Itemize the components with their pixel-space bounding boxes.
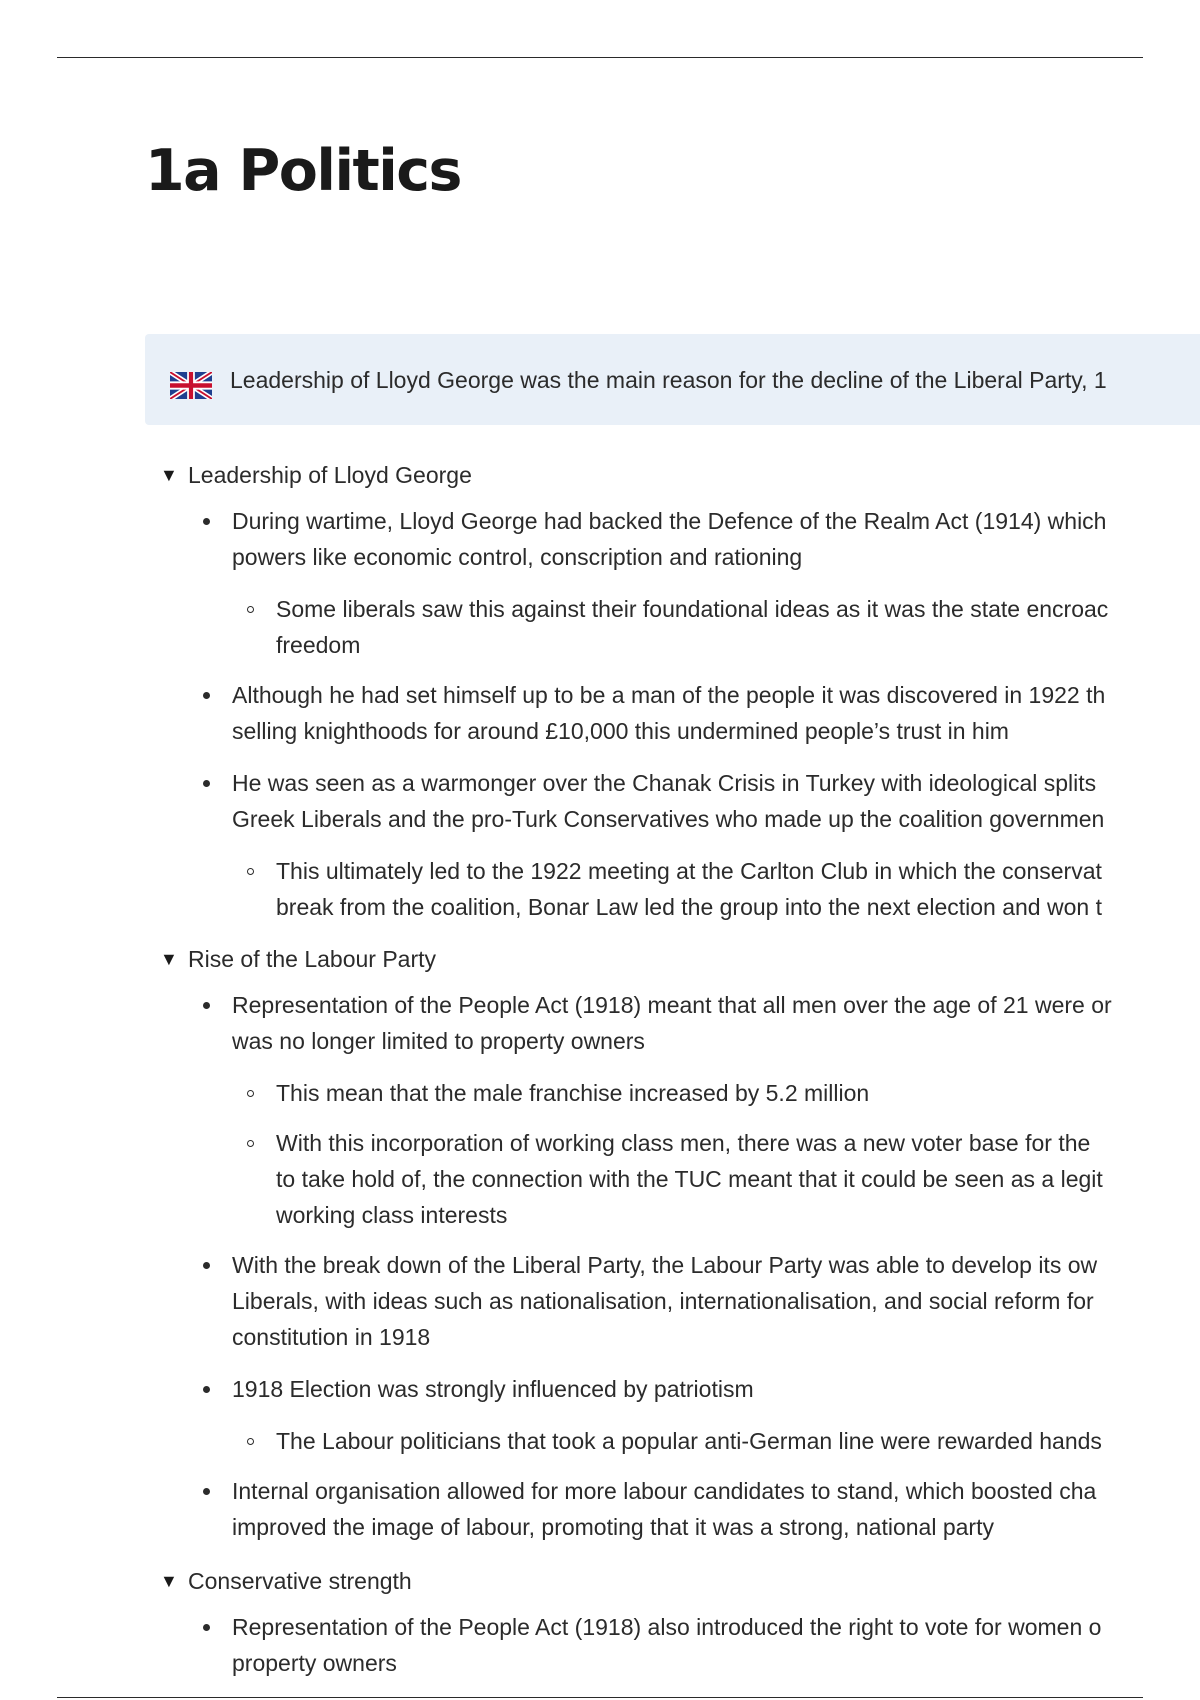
bottom-divider [57,1697,1143,1698]
sub-bullet-item [145,591,1200,663]
bullet-text-line: constitution in 1918 [232,1324,431,1350]
bullet-item [145,1371,1200,1407]
bullet-text-line: He was seen as a warmonger over the Chanak Crisis in Turkey with ideological splits [232,770,1097,796]
bullet-text-line: With the break down of the Liberal Party, the Labour Party was able to develop its ow [232,1252,1098,1278]
callout-box [145,334,1200,425]
bullet-dot-icon [203,1386,210,1393]
bullet-text-line: Representation of the People Act (1918) meant that all men over the age of 21 were or [232,992,1112,1018]
bullet-text-line: This ultimately led to the 1922 meeting at the Carlton Club in which the conservat [276,858,1102,884]
bullet-dot-icon [203,1002,210,1009]
bullet-text-line: Internal organisation allowed for more labour candidates to stand, which boosted cha [232,1478,1097,1504]
bullet-text-line: property owners [232,1650,397,1676]
bullet-text-line: The Labour politicians that took a popular anti-German line were rewarded hands [276,1428,1102,1454]
bullet-text-line: With this incorporation of working class men, there was a new voter base for the [276,1130,1091,1156]
bullet-text-line: Liberals, with ideas such as nationalisation, internationalisation, and social reform for [232,1288,1094,1314]
bullet-circle-icon [247,1090,254,1097]
bullet-circle-icon [247,1140,254,1147]
bullet-text-line: This mean that the male franchise increased by 5.2 million [276,1080,870,1106]
toggle-heading[interactable] [145,455,1200,495]
bullet-dot-icon [203,1624,210,1631]
sub-bullet-item [145,853,1200,925]
bullet-text-line: was no longer limited to property owners [232,1028,645,1054]
bullet-text-line: freedom [276,632,361,658]
bullet-text-line: Greek Liberals and the pro-Turk Conservatives who made up the coalition governmen [232,806,1105,832]
bullet-text-line: During wartime, Lloyd George had backed the Defence of the Realm Act (1914) which [232,508,1107,534]
toggle-heading-label: Conservative strength [188,1567,412,1594]
bullet-dot-icon [203,1262,210,1269]
bullet-dot-icon [203,1488,210,1495]
bullet-dot-icon [203,780,210,787]
sub-bullet-item [145,1423,1200,1459]
toggle-list [145,455,1200,1697]
caret-down-icon[interactable]: ▼ [160,948,178,969]
bullet-item [145,987,1200,1059]
toggle-heading-label: Leadership of Lloyd George [188,461,472,488]
bullet-text-line: powers like economic control, conscription and rationing [232,544,803,570]
bullet-circle-icon [247,1438,254,1445]
bullet-item [145,765,1200,837]
bullet-circle-icon [247,868,254,875]
bullet-dot-icon [203,518,210,525]
uk-flag-icon [170,372,212,399]
toggle-heading[interactable] [145,939,1200,979]
bullet-text-line: Representation of the People Act (1918) also introduced the right to vote for women o [232,1614,1102,1640]
page-title: 1a Politics [145,138,461,204]
bullet-dot-icon [203,692,210,699]
bullet-item [145,503,1200,575]
sub-bullet-item [145,1125,1200,1233]
bullet-text-line: 1918 Election was strongly influenced by patriotism [232,1376,754,1402]
bullet-item [145,1609,1200,1681]
bullet-item [145,1473,1200,1545]
sub-bullet-item [145,1075,1200,1111]
bullet-text-line: working class interests [276,1202,508,1228]
bullet-item [145,677,1200,749]
toggle-heading[interactable] [145,1561,1200,1601]
bullet-item [145,1247,1200,1355]
bullet-text-line: improved the image of labour, promoting that it was a strong, national party [232,1514,994,1540]
caret-down-icon[interactable]: ▼ [160,464,178,485]
callout-text: Leadership of Lloyd George was the main reason for the decline of the Liberal Party, 1 [230,367,1107,393]
bullet-circle-icon [247,606,254,613]
caret-down-icon[interactable]: ▼ [160,1570,178,1591]
bullet-text-line: break from the coalition, Bonar Law led the group into the next election and won t [276,894,1102,920]
bullet-text-line: Some liberals saw this against their foundational ideas as it was the state encroac [276,596,1109,622]
toggle-heading-label: Rise of the Labour Party [188,945,437,972]
document-page [145,0,1200,1700]
bullet-text-line: Although he had set himself up to be a man of the people it was discovered in 1922 th [232,682,1106,708]
bullet-text-line: selling knighthoods for around £10,000 this undermined people’s trust in him [232,718,1009,744]
bullet-text-line: to take hold of, the connection with the TUC meant that it could be seen as a legit [276,1166,1103,1192]
